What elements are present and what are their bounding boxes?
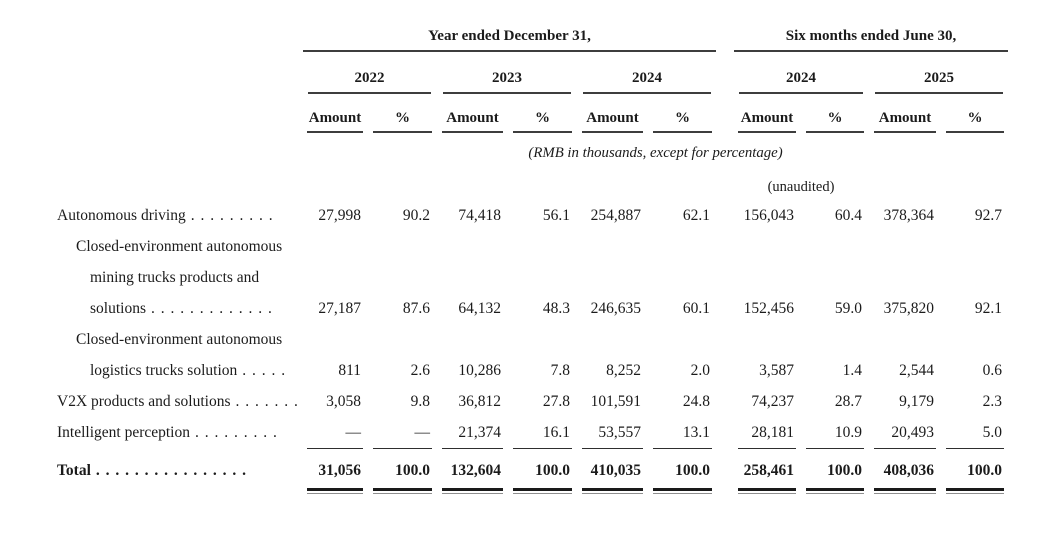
cell-amount: 74,237 <box>751 392 794 410</box>
dot-leader: . . . . . . . . . <box>195 423 278 441</box>
total-double-rule <box>941 488 1009 506</box>
cell-amount: 53,557 <box>598 423 641 441</box>
table-row <box>30 488 1009 506</box>
row-label-text: Closed-environment autonomous <box>76 237 283 255</box>
cell-amount: 408,036 <box>883 462 934 479</box>
row-label-text: Closed-environment autonomous <box>76 330 283 348</box>
percent-header <box>941 94 1009 133</box>
table-row <box>30 52 1009 94</box>
cell-amount: 74,418 <box>458 206 501 224</box>
percent-header-label: % <box>395 110 410 126</box>
rmb-note: (RMB in thousands, except for percentage) <box>528 145 783 161</box>
cell-percent: 28.7 <box>834 392 862 410</box>
cell-amount: — <box>345 423 361 441</box>
empty-cell <box>30 94 302 133</box>
empty-cell <box>302 324 1009 355</box>
year-header-2024-interim <box>733 52 869 94</box>
empty-cell <box>869 174 1009 200</box>
cell-amount: 27,998 <box>318 206 361 224</box>
total-double-rule <box>368 488 437 506</box>
amount-header <box>302 94 368 133</box>
cell-amount: 10,286 <box>458 361 501 379</box>
empty-cell <box>30 24 302 52</box>
cell-amount: 21,374 <box>458 423 501 441</box>
table-row <box>30 133 1009 174</box>
row-label <box>30 355 302 386</box>
cell-percent: 48.3 <box>542 299 570 317</box>
gap-cell <box>717 355 733 386</box>
total-double-rule <box>302 488 368 506</box>
percent-header-label: % <box>967 110 983 126</box>
cell-percent: 87.6 <box>402 299 430 317</box>
table-row-total <box>30 454 1009 488</box>
percent-header-label: % <box>827 110 843 126</box>
amount-header <box>437 94 508 133</box>
year-header-2025 <box>869 52 1009 94</box>
gap-cell <box>717 454 733 488</box>
row-label-text: mining trucks products and <box>90 268 260 286</box>
amount-header-label: Amount <box>446 110 499 126</box>
gap-cell <box>717 200 733 231</box>
dot-leader: . . . . . . . . . . . . . <box>150 299 273 317</box>
cell-percent: 5.0 <box>982 423 1003 441</box>
row-label-text: logistics trucks solution <box>90 361 238 379</box>
percent-header-label: % <box>675 110 690 126</box>
table-row <box>30 417 1009 448</box>
cell-amount: 28,181 <box>751 423 794 441</box>
table-row <box>30 262 1009 293</box>
gap-cell <box>717 94 733 133</box>
table-row <box>30 386 1009 417</box>
gap-cell <box>717 24 733 52</box>
cell-amount: 20,493 <box>891 423 934 441</box>
row-label <box>30 293 302 324</box>
year-label: 2024 <box>786 70 816 86</box>
empty-cell <box>30 488 302 506</box>
cell-amount: 152,456 <box>743 299 794 317</box>
percent-header-label: % <box>535 110 550 126</box>
amount-header-label: Amount <box>740 110 794 126</box>
total-double-rule <box>577 488 648 506</box>
cell-amount: 36,812 <box>458 392 501 410</box>
cell-percent: 2.6 <box>410 361 430 379</box>
cell-amount: 8,252 <box>606 361 641 379</box>
row-label-text: Autonomous driving <box>57 206 186 224</box>
cell-amount: 254,887 <box>590 206 641 224</box>
gap-cell <box>717 293 733 324</box>
row-label-text: solutions <box>90 299 146 317</box>
cell-percent: 100.0 <box>675 462 710 479</box>
year-label: 2025 <box>924 70 955 86</box>
cell-percent: 100.0 <box>535 462 570 479</box>
cell-amount: 3,587 <box>759 361 794 379</box>
dot-leader: . . . . . . . . . <box>190 206 274 224</box>
row-label <box>30 417 302 448</box>
cell-amount: 132,604 <box>450 462 501 479</box>
unaudited-note: (unaudited) <box>767 178 835 195</box>
cell-amount: 31,056 <box>318 462 361 479</box>
cell-percent: 7.8 <box>550 361 570 379</box>
cell-amount: 811 <box>338 361 361 379</box>
total-double-rule <box>733 488 801 506</box>
cell-percent: — <box>414 423 430 441</box>
cell-amount: 27,187 <box>318 299 361 317</box>
cell-percent: 10.9 <box>834 423 862 441</box>
cell-percent: 2.3 <box>982 392 1003 410</box>
total-label-text: Total <box>57 462 91 479</box>
cell-percent: 1.4 <box>842 361 862 379</box>
percent-header <box>368 94 437 133</box>
amount-header-label: Amount <box>878 110 932 126</box>
amount-header <box>577 94 648 133</box>
group-header-six-months <box>733 24 1009 52</box>
amount-header-label: Amount <box>586 110 639 126</box>
cell-percent: 60.1 <box>682 299 710 317</box>
cell-percent: 59.0 <box>834 299 862 317</box>
empty-cell <box>30 52 302 94</box>
total-label <box>30 454 302 488</box>
gap-cell <box>717 488 733 506</box>
cell-percent: 100.0 <box>827 462 862 479</box>
cell-percent: 100.0 <box>967 462 1003 479</box>
cell-amount: 156,043 <box>743 206 794 224</box>
cell-percent: 27.8 <box>542 392 570 410</box>
cell-percent: 9.8 <box>410 392 430 410</box>
group-header-six-months-label: Six months ended June 30, <box>785 28 957 44</box>
cell-percent: 24.8 <box>682 392 710 410</box>
total-double-rule <box>869 488 941 506</box>
cell-amount: 64,132 <box>458 299 501 317</box>
revenue-breakdown-table <box>30 24 1009 506</box>
cell-percent: 92.7 <box>974 206 1003 224</box>
cell-amount: 246,635 <box>590 299 641 317</box>
cell-amount: 378,364 <box>883 206 934 224</box>
gap-cell <box>717 386 733 417</box>
table-row <box>30 24 1009 52</box>
amount-header <box>869 94 941 133</box>
cell-percent: 100.0 <box>395 462 430 479</box>
dot-leader: . . . . . . . . . . . . . . . . <box>95 462 248 479</box>
total-double-rule <box>801 488 869 506</box>
table-row <box>30 94 1009 133</box>
cell-percent: 62.1 <box>682 206 710 224</box>
cell-amount: 375,820 <box>883 299 934 317</box>
total-double-rule <box>508 488 577 506</box>
total-double-rule <box>437 488 508 506</box>
amount-header-label: Amount <box>308 110 362 126</box>
group-header-year-ended <box>302 24 717 52</box>
cell-amount: 3,058 <box>326 392 361 410</box>
year-label: 2024 <box>632 70 662 86</box>
row-label <box>30 262 302 293</box>
cell-percent: 0.6 <box>982 361 1003 379</box>
row-label <box>30 231 302 262</box>
cell-percent: 2.0 <box>690 361 710 379</box>
dot-leader: . . . . . . . <box>235 392 299 410</box>
cell-percent: 90.2 <box>402 206 430 224</box>
table-row <box>30 355 1009 386</box>
cell-amount: 258,461 <box>743 462 794 479</box>
table-row <box>30 174 1009 200</box>
cell-amount: 9,179 <box>899 392 934 410</box>
year-header-2024 <box>577 52 717 94</box>
percent-header <box>508 94 577 133</box>
cell-amount: 410,035 <box>590 462 641 479</box>
row-label-text: Intelligent perception <box>57 423 190 441</box>
table-row <box>30 324 1009 355</box>
cell-percent: 60.4 <box>834 206 862 224</box>
row-label <box>30 386 302 417</box>
table-row <box>30 231 1009 262</box>
cell-amount: 2,544 <box>899 361 934 379</box>
empty-cell <box>30 174 733 200</box>
amount-header <box>733 94 801 133</box>
cell-percent: 56.1 <box>542 206 570 224</box>
empty-cell <box>302 231 1009 262</box>
year-header-2022 <box>302 52 437 94</box>
dot-leader: . . . . . <box>242 361 287 379</box>
row-label <box>30 324 302 355</box>
percent-header <box>801 94 869 133</box>
cell-percent: 13.1 <box>682 423 710 441</box>
row-label <box>30 200 302 231</box>
group-header-year-ended-label: Year ended December 31, <box>428 28 591 44</box>
cell-percent: 16.1 <box>542 423 570 441</box>
year-label: 2023 <box>492 70 522 86</box>
year-header-2023 <box>437 52 577 94</box>
cell-amount: 101,591 <box>590 392 641 410</box>
empty-cell <box>30 133 302 174</box>
gap-cell <box>717 417 733 448</box>
percent-header <box>648 94 717 133</box>
empty-cell <box>302 262 1009 293</box>
row-label-text: V2X products and solutions <box>57 392 231 410</box>
cell-percent: 92.1 <box>974 299 1003 317</box>
table-row <box>30 200 1009 231</box>
table-row <box>30 293 1009 324</box>
total-double-rule <box>648 488 717 506</box>
year-label: 2022 <box>354 70 385 86</box>
gap-cell <box>717 52 733 94</box>
